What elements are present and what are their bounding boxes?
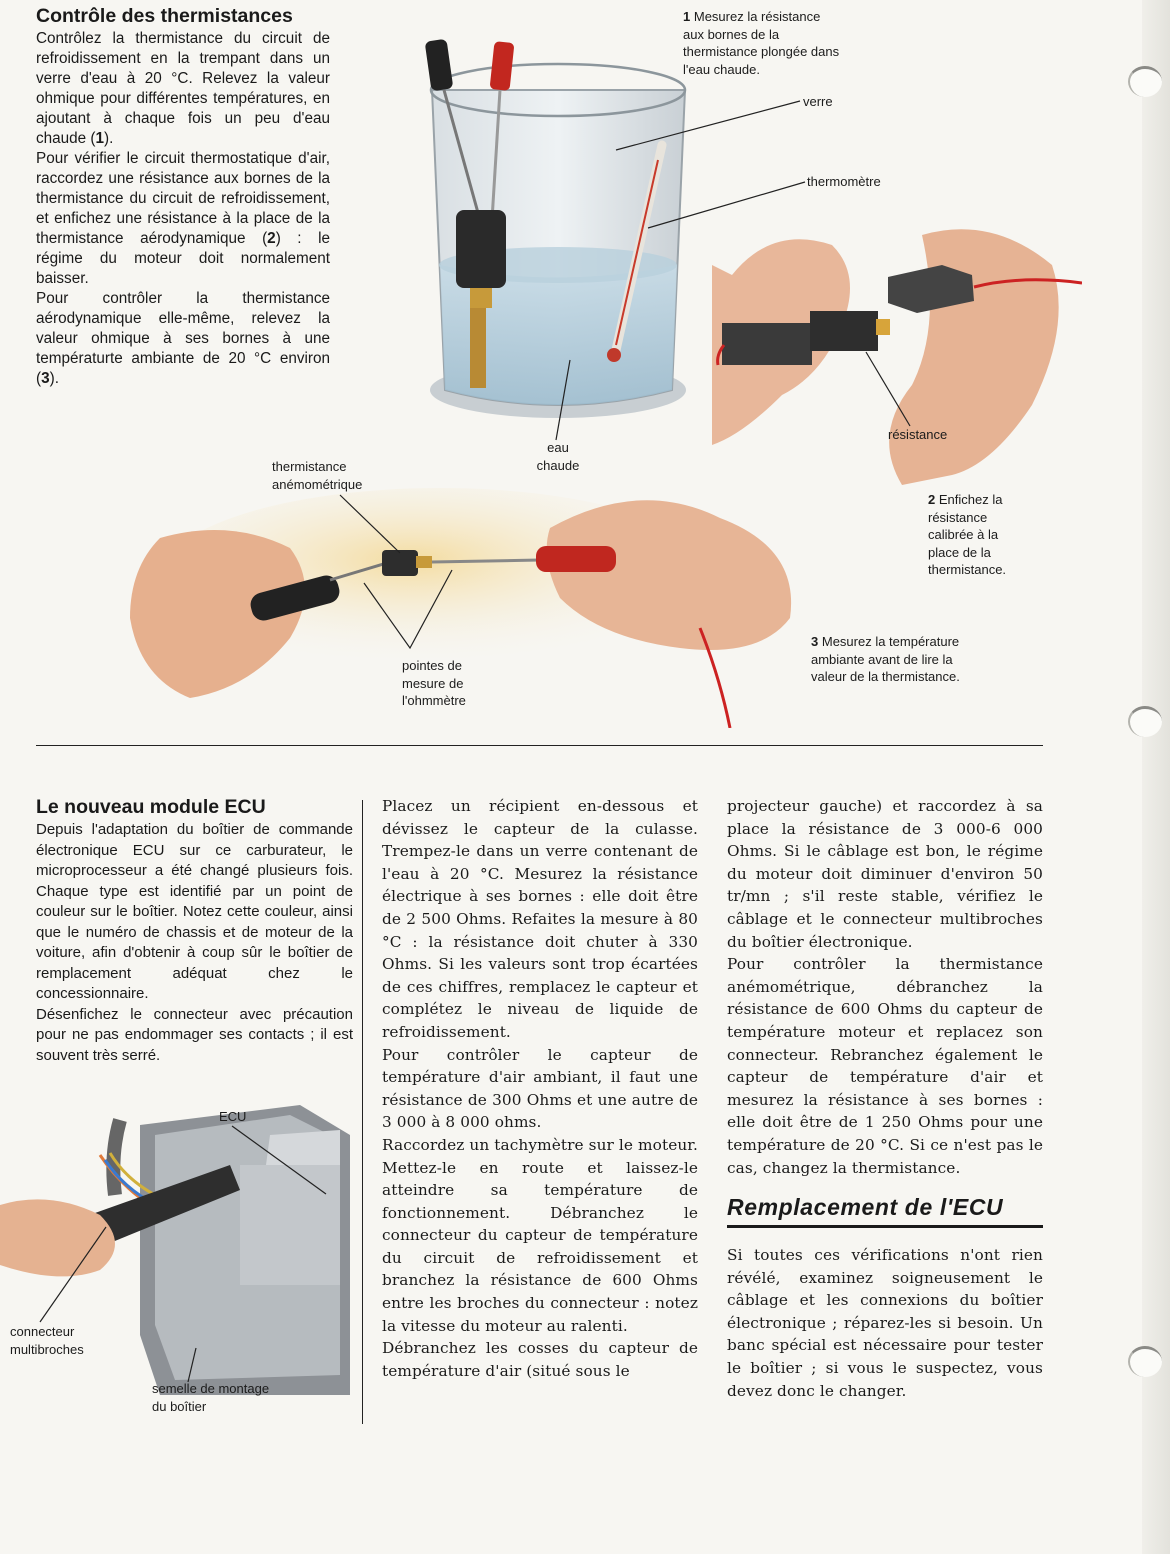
caption-text: Mesurez la résistance aux bornes de la thermistance plongée dans l'eau chaude. <box>683 9 840 77</box>
section-title: Le nouveau module ECU <box>36 796 266 818</box>
leader-lines <box>0 0 1170 760</box>
label-ecu: ECU <box>219 1109 247 1124</box>
label-semelle: semelle de montage du boîtier <box>152 1381 270 1414</box>
label-connecteur: connecteur multibroches <box>10 1324 84 1357</box>
paragraph: Désenfichez le connecteur avec précaution pour ne pas endommager ses contacts ; il est souvent très serré. <box>36 1005 353 1064</box>
replacement-heading-box <box>727 1193 1043 1228</box>
figure-ref: 3 <box>41 370 50 387</box>
text: ). <box>49 370 59 387</box>
paragraph: Pour contrôler la thermistance anémométrique, débranchez la résistance de 600 Ohms du capteur de température moteur et replacez son connecteur. Rebranchez également le capteur de température d'air et mesurez la résistance à ses bornes : elle doit être de 1 250 Ohms pour une température de 20 °C. Si ce n'est pas le cas, changez la thermistance. <box>727 955 1043 1177</box>
paragraph: Pour contrôler le capteur de température d'air ambiant, il faut une résistance de 300 Ohms et une autre de 3 000 à 8 000 ohms. <box>382 1045 698 1132</box>
section-divider <box>36 745 1043 746</box>
figure-ref: 2 <box>267 230 276 247</box>
label-thermistance-anemometrique: thermistance anémométrique <box>272 459 363 492</box>
caption-number: 2 <box>928 492 936 507</box>
section-heading: Remplacement de l'ECU <box>727 1194 1004 1221</box>
ecu-leader-lines <box>0 1090 360 1410</box>
label-verre: verre <box>803 94 833 109</box>
caption-number: 3 <box>811 634 819 649</box>
text: Pour vérifier le circuit thermostatique d'air, raccordez une résistance aux bornes de la thermistance du circuit de refroidissement, et enfichez une résistance à la place de la thermistance aérodynamique ( <box>36 150 330 247</box>
paragraph: projecteur gauche) et raccordez à sa place la résistance de 3 000-6 000 Ohms. Si le câblage est bon, le régime du moteur doit diminuer d'environ 50 tr/mn ; s'il reste stable, vérifiez le câblage et le connecteur multibroches du boîtier électronique. <box>727 797 1043 951</box>
section-title: Contrôle des thermistances <box>36 5 293 27</box>
label-pointes: pointes de mesure de l'ohmmètre <box>402 658 466 708</box>
figure-ref: 1 <box>95 130 105 147</box>
text: ). <box>104 130 114 147</box>
caption-text: Enfichez la résistance calibrée à la place de la thermistance. <box>928 492 1007 577</box>
label-resistance: résistance <box>888 427 948 442</box>
paragraph: Si toutes ces vérifications n'ont rien révélé, examinez soigneusement le câblage et les connexions du boîtier électronique ; réparez-les si besoin. Un banc spécial est nécessaire pour tester le boîtier ; si vous le suspectez, vous devez donc le changer. <box>727 1246 1043 1400</box>
paragraph: Depuis l'adaptation du boîtier de commande électronique ECU sur ce carburateur, le microprocesseur a été changé plusieurs fois. Chaque type est identifié par un point de couleur sur le boîtier. Notez cette couleur, ainsi que le numéro de chassis et de moteur de la voiture, afin d'obtenir à coup sûr le boîtier de remplacement adéquat chez le concessionnaire. <box>36 821 353 1002</box>
column-divider <box>362 800 363 1424</box>
middle-column <box>382 795 698 1382</box>
ecu-module-section <box>36 795 353 1066</box>
label-thermometre: thermomètre <box>807 174 881 189</box>
label-eau-chaude: eau chaude <box>536 440 580 473</box>
punch-hole-bottom <box>1128 1346 1162 1377</box>
paragraph: Placez un récipient en-dessous et dévissez le capteur de la culasse. Trempez-le dans un verre contenant de l'eau à 20 °C. Mesurez la résistance électrique à ses bornes : elle doit être de 2 500 Ohms. Refaites la mesure à 80 °C : la résistance doit chuter à 330 Ohms. Si les valeurs sont trop écartées de ces chiffres, remplacez le capteur et complétez le niveau de liquide de refroidissement. <box>382 797 698 1041</box>
caption-text: Mesurez la température ambiante avant de lire la valeur de la thermistance. <box>811 634 960 684</box>
caption-number: 1 <box>683 9 691 24</box>
paragraph: Raccordez un tachymètre sur le moteur. Mettez-le en route et laissez-le atteindre sa température de fonctionnement. Débranchez le connecteur du capteur de température du circuit de refroidissement et branchez la résistance de 600 Ohms entre les broches du connecteur : notez la vitesse du moteur au ralenti. <box>382 1135 698 1335</box>
paragraph: Débranchez les cosses du capteur de température d'air (situé sous le <box>382 1339 698 1380</box>
text: Contrôlez la thermistance du circuit de refroidissement en la trempant dans un verre d'eau à 20 °C. Relevez la valeur ohmique pour différentes températures, en ajoutant à chaque fois un peu d'eau chaude ( <box>36 30 330 147</box>
right-column <box>727 795 1043 1402</box>
text: ) : le régime du moteur doit normalement baisser. <box>36 230 330 287</box>
text: Pour contrôler la thermistance aérodynamique elle-même, relevez la valeur ohmique à ses bornes à une températurte ambiante de 20 °C environ ( <box>36 290 330 387</box>
